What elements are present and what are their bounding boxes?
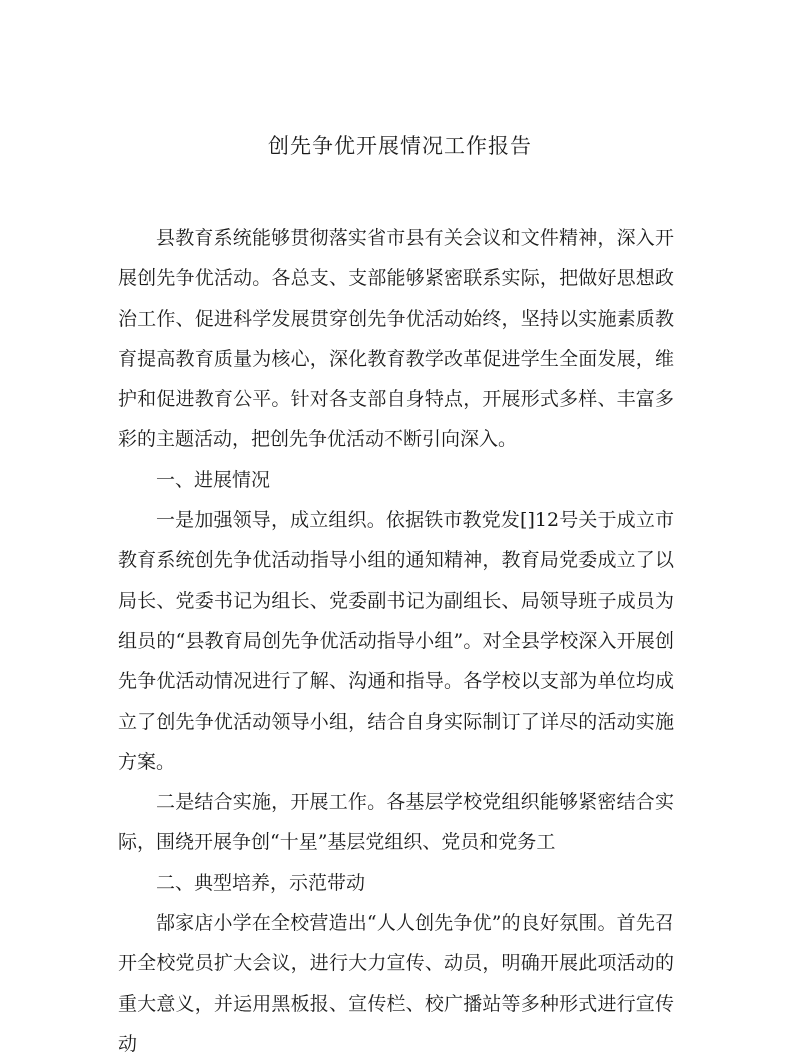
paragraph-school-example: 郜家店小学在全校营造出“人人创先争优”的良好氛围。首先召开全校党员扩大会议，进行大力宣传、动员，明确开展此项活动的重大意义，并运用黑板报、宣传栏、校广播站等多种形式进行宣传动 xyxy=(118,912,674,1055)
document-body xyxy=(118,218,674,1064)
paragraph-implementation: 二是结合实施，开展工作。各基层学校党组织能够紧密结合实际，围绕开展争创“十星”基层党组织、党员和党务工 xyxy=(118,791,674,854)
section-heading-model: 二、典型培养，示范带动 xyxy=(156,871,366,894)
document-title: 创先争优开展情况工作报告 xyxy=(268,134,532,158)
paragraph-leadership: 一是加强领导，成立组织。依据铁市教党发[]12号关于成立市教育系统创先争优活动指导小组的通知精神，教育局党委成立了以局长、党委书记为组长、党委副书记为副组长、局领导班子成员为组员的“县教育局创先争优活动指导小组”。对全县学校深入开展创先争优活动情况进行了解、沟通和指导。各学校以支部为单位均成立了创先争优活动领导小组，结合自身实际制订了详尽的活动实施方案。 xyxy=(118,509,674,773)
paragraph-intro: 县教育系统能够贯彻落实省市县有关会议和文件精神，深入开展创先争优活动。各总支、支部能够紧密联系实际，把做好思想政治工作、促进科学发展贯穿创先争优活动始终，坚持以实施素质教育提高教育质量为核心，深化教育教学改革促进学生全面发展，维护和促进教育公平。针对各支部自身特点，开展形式多样、丰富多彩的主题活动，把创先争优活动不断引向深入。 xyxy=(118,227,674,451)
section-heading-progress: 一、进展情况 xyxy=(156,468,271,491)
